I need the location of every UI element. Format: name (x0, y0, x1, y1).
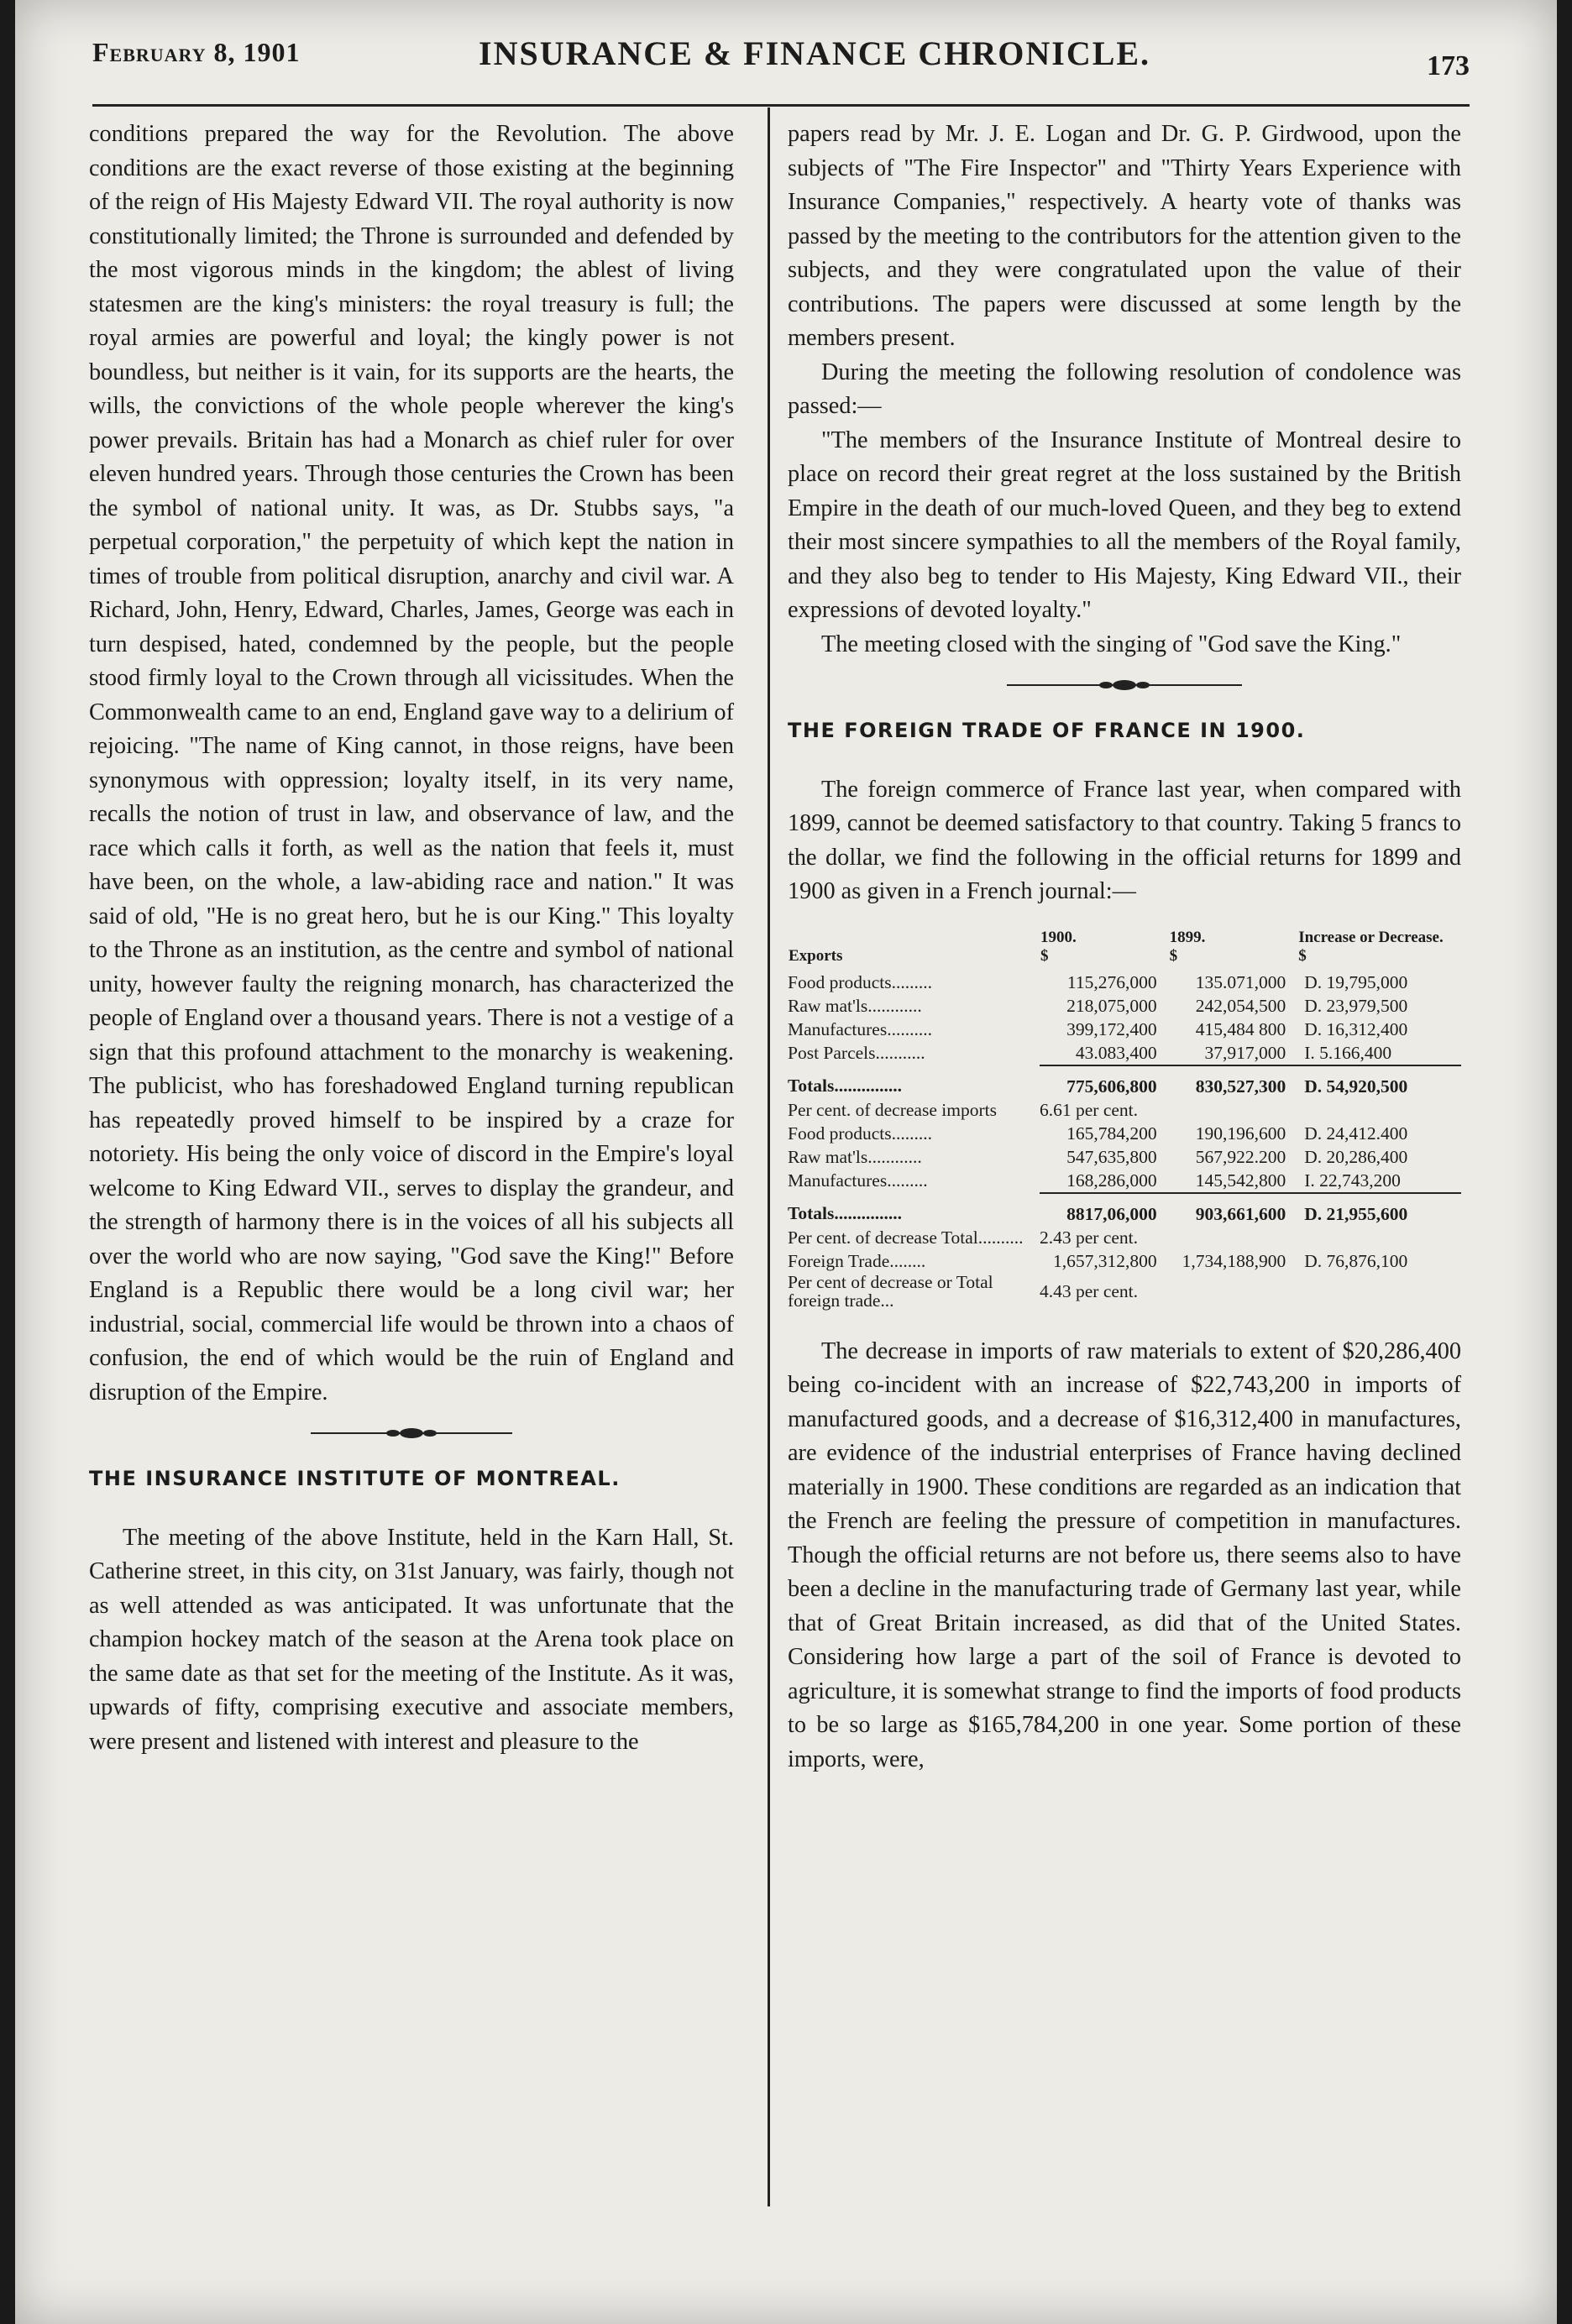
resolution-paragraph: "The members of the Insurance Institute of Montreal desire to place on record their great regret at the loss sustained by the British Empire in the death of our much-loved Queen, and they beg to extend their most sincere sympathies to all the members of the Royal family, and they also beg to tender to His Majesty, King Edward VII., their expressions of devoted loyalty." (788, 427, 1461, 623)
column-divider (768, 107, 770, 2206)
page-number: 173 (1427, 50, 1470, 81)
table-header-change: Increase or Decrease. $ (1298, 928, 1444, 965)
table-row: Food products......... 165,784,200 190,196,600 D. 24,412.400 (788, 1123, 1408, 1144)
table-total-row: Totals............... 8817,06,000 903,661,600 D. 21,955,600 (788, 1193, 1461, 1226)
table-row: Foreign Trade........ 1,657,312,800 1,734,188,900 D. 76,876,100 (788, 1250, 1408, 1271)
body-paragraph: The meeting of the above Institute, held in the Karn Hall, St. Catherine street, in this city, on 31st January, was fairly, though not as well attended as was anticipated. It was unfortunate that the champion hockey match of the season at the Arena took place on the same date as that set for the meeting of the Institute. As it was, upwards of fifty, comprising executive and associate members, were present and listened with interest and pleasure to the (89, 1524, 734, 1755)
left-column (89, 118, 734, 1759)
table-header-1899: 1899. $ (1169, 928, 1206, 965)
table-total-row: Totals............... 775,606,800 830,527,300 D. 54,920,500 (788, 1065, 1461, 1098)
section-heading: THE INSURANCE INSTITUTE OF MONTREAL. (89, 1467, 621, 1490)
table-row: Food products......... 115,276,000 135.071,000 D. 19,795,000 (788, 971, 1408, 992)
header-rule (92, 104, 1470, 107)
table-percent-row: Per cent of decrease or Total foreign trade... 4.43 per cent. (788, 1271, 1139, 1311)
newspaper-page (15, 0, 1557, 2324)
body-paragraph: During the meeting the following resolution of condolence was passed:— (788, 359, 1461, 419)
table-row: Manufactures.......... 399,172,400 415,484 800 D. 16,312,400 (788, 1018, 1408, 1039)
ornament-divider-icon (311, 1426, 512, 1440)
table-row: Raw mat'ls............ 547,635,800 567,922.200 D. 20,286,400 (788, 1146, 1408, 1167)
table-header-label: Exports (789, 946, 843, 965)
table-percent-row: Per cent. of decrease Total.......... 2.43 per cent. (788, 1227, 1139, 1248)
table-percent-row: Per cent. of decrease imports 6.61 per cent. (788, 1099, 1139, 1120)
table-header-row (788, 928, 1461, 971)
trade-table (788, 928, 1461, 1310)
page-header (92, 25, 1470, 92)
publication-title: INSURANCE & FINANCE CHRONICLE. (479, 34, 1151, 72)
right-column (788, 118, 1461, 1777)
body-paragraph: The foreign commerce of France last year, when compared with 1899, cannot be deemed satisfactory to that country. Taking 5 francs to the dollar, we find the following in the official returns for 1899 and 1900 as given in a French journal:— (788, 776, 1461, 904)
table-row: Manufactures......... 168,286,000 145,542,800 I. 22,743,200 (788, 1170, 1401, 1191)
header-date: February 8, 1901 (92, 37, 301, 67)
ornament-divider-icon (1007, 678, 1242, 692)
table-header-1900: 1900. $ (1040, 928, 1077, 965)
body-paragraph: The decrease in imports of raw materials to extent of $20,286,400 being co-incident with an increase of $22,743,200 in imports of manufactured goods, and a decrease of $16,312,400 in manufactures, are evidence of the industrial enterprises of France having declined materially in 1900. These conditions are regarded as an indication that the French are feeling the pressure of competition in manufactures. Though the official returns are not before us, there seems also to have been a decline in the manufacturing trade of Germany last year, while that of Great Britain increased, as did that of the United States. Considering how large a part of the soil of France is devoted to agriculture, it is somewhat strange to find the imports of food products to be so large as $165,784,200 in one year. Some portion of these imports, were, (788, 1337, 1461, 1772)
body-paragraph: The meeting closed with the singing of "God save the King." (821, 631, 1402, 657)
body-paragraph: conditions prepared the way for the Revolution. The above conditions are the exact reverse of those existing at the beginning of the reign of His Majesty Edward VII. The royal authority is now constitutionally limited; the Throne is surrounded and defended by the most vigorous minds in the kingdom; the ablest of living statesmen are the king's ministers: the royal treasury is full; the royal armies are powerful and loyal; the kingly power is not boundless, but neither is it vain, for its supports are the hearts, the wills, the convictions of the whole people wherever the king's power prevails. Britain has had a Monarch as chief ruler for over eleven hundred years. Through those centuries the Crown has been the symbol of national unity. It was, as Dr. Stubbs says, "a perpetual corporation," the perpetuity of which kept the nation in times of trouble from political disruption, anarchy and civil war. A Richard, John, Henry, Edward, Charles, James, George was each in turn despised, hated, condemned by the people, but the people stood firmly loyal to the Crown through all vicissitudes. When the Commonwealth came to an end, England gave way to a delirium of rejoicing. "The name of King cannot, in those reigns, have been synonymous with oppression; loyalty itself, in its very name, recalls the notion of trust in law, and observance of law, and the race which calls it forth, as well as the nation that feels it, must have been, on the whole, a law-abiding race and nation." It was said of old, "He is no great hero, but he is our King." This loyalty to the Throne as an institution, as the centre and symbol of national unity, however faulty the reigning monarch, has characterized the people of England over a thousand years. There is not a vestige of a sign that this profound attachment to the monarchy is weakening. The publicist, who has foreshadowed England turning republican has repeatedly proved himself to be inspired by a craze for notoriety. His being the only voice of discord in the Empire's loyal welcome to King Edward VII., serves to display the grandeur, and the strength of harmony there is in the voices of all his subjects all over the world who are now saying, "God save the King!" Before England is a Republic there would be a long civil war; her industrial, social, commercial life would be thrown into a chaos of confusion, the end of which would be the ruin of England and disruption of the Empire. (89, 121, 734, 1405)
section-heading: THE FOREIGN TRADE OF FRANCE IN 1900. (788, 719, 1306, 742)
table-row: Raw mat'ls............ 218,075,000 242,054,500 D. 23,979,500 (788, 995, 1408, 1016)
body-paragraph: papers read by Mr. J. E. Logan and Dr. G. P. Girdwood, upon the subjects of "The Fire Inspector" and "Thirty Years Experience with Insurance Companies," respectively. A hearty vote of thanks was passed by the meeting to the contributors for the attention given to the subjects, and they were congratulated upon the value of their contributions. The papers were discussed at some length by the members present. (788, 121, 1461, 351)
table-row: Post Parcels........... 43.083,400 37,917,000 I. 5.166,400 (788, 1042, 1392, 1063)
